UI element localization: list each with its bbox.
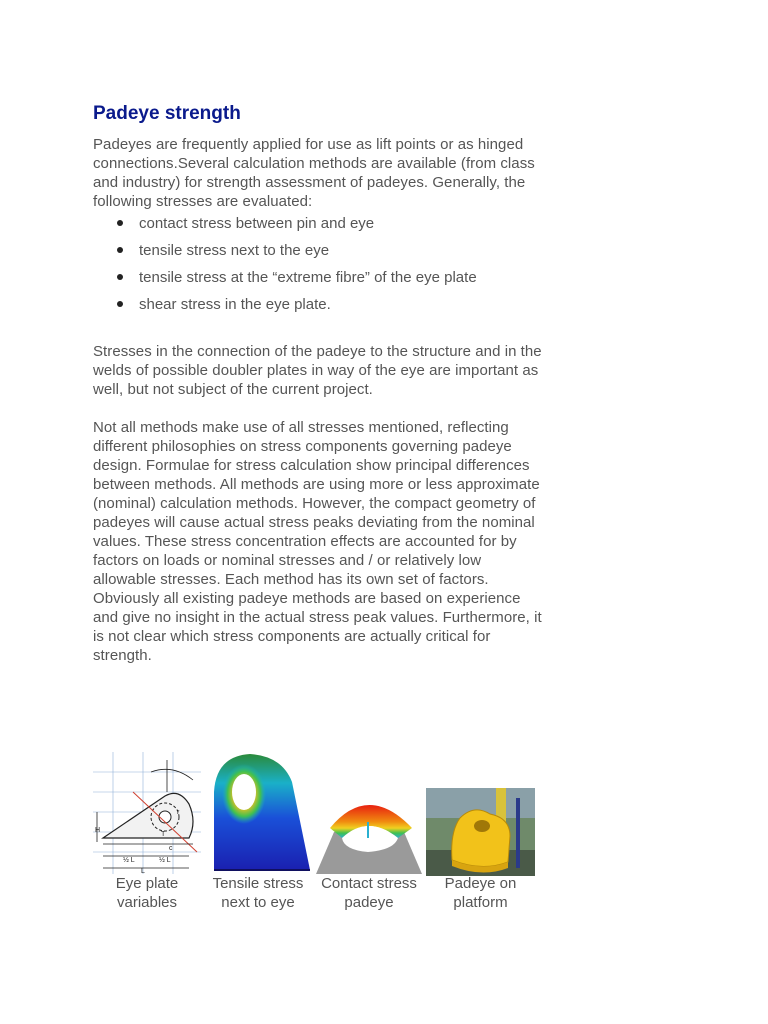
methods-paragraph: Not all methods make use of all stresses mentioned, reflecting different philosophies on stress components governing padeye design. Formulae for stress calculation show principal differences between methods. All methods are using more or less approximate (nominal) calculation methods. However, the compact geometry of padeyes will cause actual stress peaks deviating from the nominal values. These stress concentration effects are accounted for by factors on loads or nominal stresses and / or relatively low allowable stresses. Each method has its own set of factors. Obviously all existing padeye methods are based on experience and give no insight in the actual stress peak values. Furthermore, it is not clear which stress components are actually critical for strength. [93,419,542,664]
list-item-text: shear stress in the eye plate. [139,296,331,313]
document-body [93,102,543,665]
list-item [93,241,543,268]
eye-plate-drawing-icon [93,752,201,874]
drawing-label-half-l: ½ L [123,857,135,864]
caption-line: Contact stress [321,875,417,892]
intro-paragraph: Padeyes are frequently applied for use as lift points or as hinged connections.Several calculation methods are available (from class and industry) for strength assessment of padeyes. Generally, the following stresses are evaluated: [93,136,535,210]
drawing-label-l: L [141,868,145,874]
figure-row [93,752,543,922]
figure-caption [202,874,314,912]
figure-caption [93,874,201,912]
bullet-icon [117,220,123,226]
drawing-label-t: T [161,831,166,838]
drawing-label-h: H [95,827,101,834]
caption-line: platform [453,894,508,911]
list-item [93,295,543,322]
page-title: Padeye strength [93,103,241,124]
list-item [93,268,543,295]
bullet-icon [117,247,123,253]
bullet-icon [117,301,123,307]
figure-caption [426,874,535,912]
figure-caption [310,874,428,912]
drawing-label-c: c [169,845,173,852]
caption-line: Eye plate [115,875,179,892]
bullet-icon [117,274,123,280]
caption-line: variables [116,894,178,911]
caption-line: Padeye on [444,875,517,892]
drawing-label-r: r [177,809,180,816]
tensile-stress-fea-icon [202,752,314,874]
list-item-text: contact stress between pin and eye [139,215,375,232]
stress-list [93,214,543,322]
caption-line: padeye [344,894,394,911]
connection-paragraph: Stresses in the connection of the padeye to the structure and in the welds of possible doubler plates in way of the eye are important as well, but not subject of the current project. [93,343,542,398]
list-item-text: tensile stress next to the eye [139,242,330,259]
list-item-text: tensile stress at the “extreme fibre” of the eye plate [139,269,477,286]
caption-line: Tensile stress [212,875,304,892]
caption-line: next to eye [221,894,295,911]
list-item [93,214,543,241]
drawing-label-half-l: ½ L [159,857,171,864]
contact-stress-fea-icon [314,752,424,874]
padeye-photo-icon [426,788,535,876]
